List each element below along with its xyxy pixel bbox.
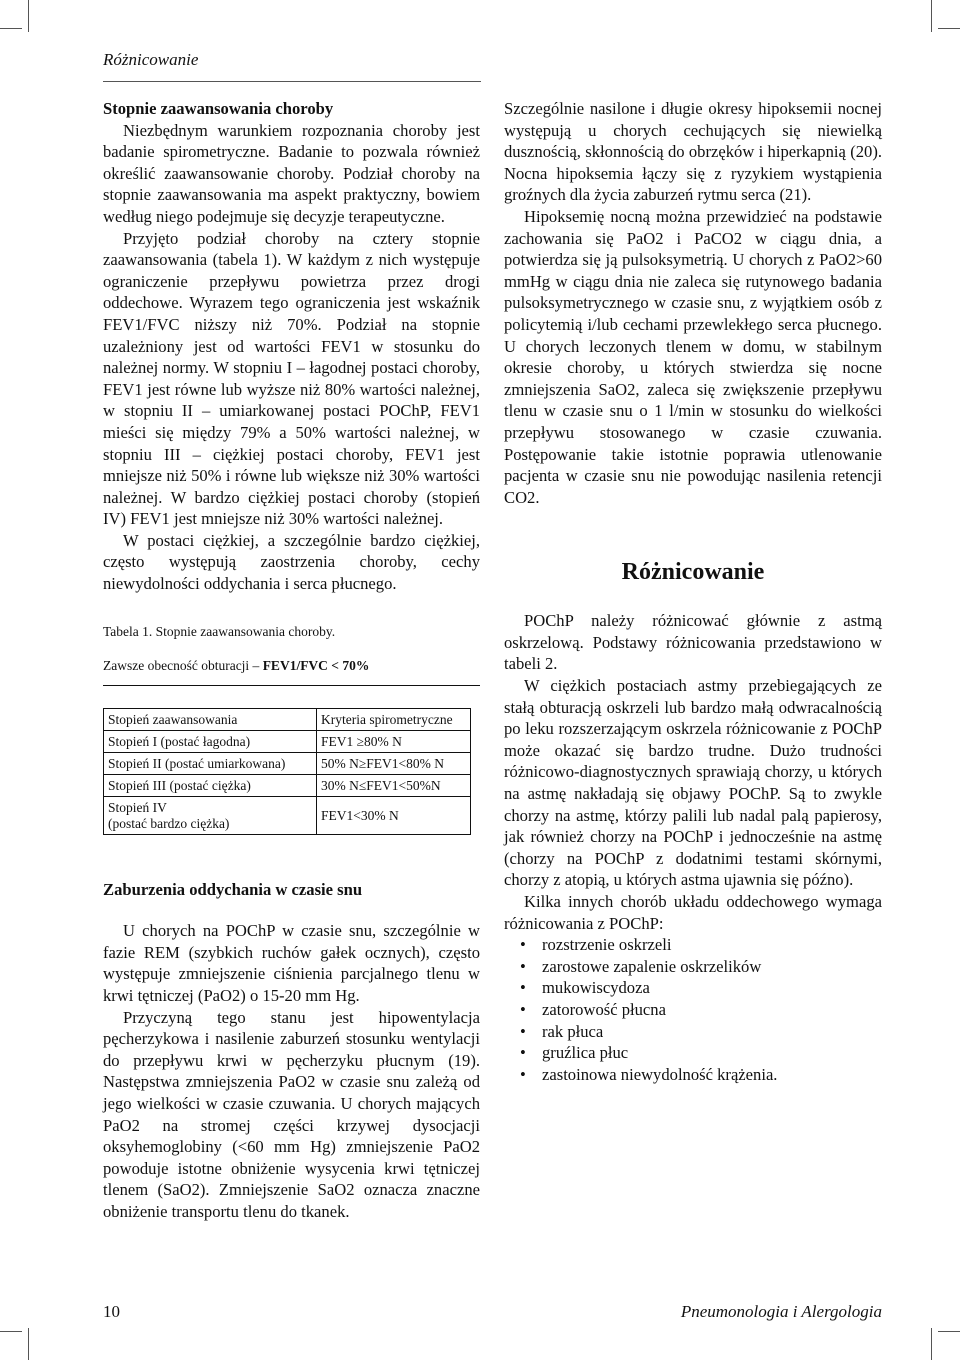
section-heading-stages: Stopnie zaawansowania choroby [103,99,334,118]
table-cell: Stopień I (postać łagodna) [104,730,317,752]
stage-label: Stopień IV [108,799,167,815]
crop-mark [938,1331,960,1332]
journal-name: Pneumonologia i Alergologia [680,1302,882,1321]
stage-label: (postać bardzo ciężka) [108,815,230,831]
table-cell: FEV1<30% N [317,796,471,834]
crop-mark [28,1328,29,1360]
table-cell: 50% N≥FEV1<80% N [317,752,471,774]
table-rule [103,685,480,686]
paragraph: Szczególnie nasilone i długie okresy hipoksemii nocnej występują u chorych cechujących się niewielką dusznością, skłonnością do obrzęków i hiperkapnią (20). Nocna hipoksemia łączy się z ryzykiem wystąpienia groźnych dla życia zaburzeń rytmu serca (21). [504,99,882,205]
paragraph: Przyjęto podział choroby na cztery stopnie zaawansowania (tabela 1). W każdym z nich występuje ograniczenie przepływu powietrza przez drogi oddechowe. Wyrazem tego ograniczenia jest wskaźnik FEV1/FVC niższy niż 70%. Podział na stopnie uzależniony jest od wartości FEV1 w stosunku do należnej normy. W stopniu I – łagodnej postaci choroby, FEV1 jest równe lub wyższe niż 80% wartości należnej, w stopniu II – umiarkowanej postaci POChP, FEV1 mieści się między 79% a 50% wartości należnej, w stopniu III – ciężkiej postaci choroby, FEV1 jest mniejsze niż 50% i równe lub większe niż 30% wartości należnej. W bardzo ciężkiej postaci choroby (stopień IV) FEV1 jest mniejsze niż 30% wartości należnej. [103,228,480,529]
paragraph: W ciężkich postaciach astmy przebiegających ze stałą obturacją oskrzeli lub bardzo małą odwracalnością po leku rozszerzającym oskrzela różnicowanie z POChP może okazać się bardzo trudne. Dużo trudności różnicowo-diagnostycznych sprawiają chorzy, u których na astmę nakładają się objawy POChP. Są to zwykle chorzy na astmę, którzy palili lub nadal palą papierosy, jak również chorzy na POChP i jednocześnie na astmę (chorzy na POChP z dodatnimi testami skórnymi, chorzy z atopią, u których astma ujawnia się późno). [504,676,882,890]
table-cell [104,796,317,834]
disease-list [504,934,882,1085]
stages-table [103,708,471,835]
table-cell: FEV1 ≥80% N [317,730,471,752]
page-number: 10 [103,1302,120,1321]
table-header-prefix: Zawsze obecność obturacji – [103,657,263,673]
list-item: • zarostowe zapalenie oskrzelików [542,956,882,978]
paragraph: Kilka innych chorób układu oddechowego wymaga różnicowania z POChP: [504,892,882,933]
section-heading-sleep: Zaburzenia oddychania w czasie snu [103,879,363,899]
list-item: • rozstrzenie oskrzeli [542,934,882,956]
table-row [104,730,471,752]
table-cell: Kryteria spirometryczne [317,708,471,730]
crop-mark [0,1331,22,1332]
list-item: • zatorowość płucna [542,999,882,1021]
table-header-criterion: FEV1/FVC < 70% [262,657,370,673]
table-cell: 30% N≤FEV1<50%N [317,774,471,796]
left-column [103,98,480,1223]
crop-mark [931,0,932,32]
list-item: • mukowiscydoza [542,977,882,999]
paragraph: Niezbędnym warunkiem rozpoznania choroby jest badanie spirometryczne. Badanie to pozwala również określić zaawansowanie choroby. Podział choroby na stopnie zaawansowania ma aspekt praktyczny, bowiem według niego podejmuje się decyzje terapeutyczne. [103,120,480,226]
table-row [104,708,471,730]
crop-mark [938,28,960,29]
table-header-note [103,657,480,675]
paragraph: W postaci ciężkiej, a szczególnie bardzo ciężkiej, często występują zaostrzenia choroby, cechy niewydolności oddychania i serca płucnego. [103,530,480,594]
section-heading-differentiation: Różnicowanie [621,559,765,586]
paragraph: U chorych na POChP w czasie snu, szczególnie w fazie REM (szybkich ruchów gałek ocznych), często występuje zmniejszenie ciśnienia parcjalnego tlenu w krwi tętniczej (PaO2) o 15-20 mm Hg. [103,921,480,1006]
table-cell: Stopień III (postać ciężka) [104,774,317,796]
crop-mark [28,0,29,32]
table-caption: Tabela 1. Stopnie zaawansowania choroby. [103,623,336,639]
table-cell: Stopień II (postać umiarkowana) [104,752,317,774]
right-column [504,98,882,1085]
table-row [104,752,471,774]
table-row [104,774,471,796]
crop-mark [0,28,22,29]
crop-mark [931,1328,932,1360]
paragraph: Przyczyną tego stanu jest hipowentylacja pęcherzykowa i nasilenie zaburzeń stosunku wentylacji do przepływu krwi w pęcherzyku płucnym (19). Następstwa zmniejszenia PaO2 w czasie snu zależą od jego wielkości w czasie czuwania. U chorych mających PaO2 na stromej części krzywej dysocjacji oksyhemoglobiny (<60 mm Hg) zmniejszenie PaO2 powoduje istotne obniżenie wysycenia krwi tętniczej tlenem (SaO2). Zmniejszenie SaO2 oznacza znaczne obniżenie transportu tlenu do tkanek. [103,1007,480,1221]
list-item: • zastoinowa niewydolność krążenia. [542,1064,882,1086]
table-cell: Stopień zaawansowania [104,708,317,730]
table-row [104,796,471,834]
list-item: • gruźlica płuc [542,1042,882,1064]
paragraph: Hipoksemię nocną można przewidzieć na podstawie zachowania się PaO2 i PaCO2 w ciągu dnia, a potwierdza się ją pulsoksymetrią. U chorych z PaO2>60 mmHg w ciągu dnia nie zaleca się rutynowego badania pulsoksymetrycznego w czasie snu, z wyjątkiem osób z policytemią i/lub cechami przewlekłego serca płucnego. U chorych leczonych tlenem w domu, w stabilnym okresie choroby, u których stwierdza się nocne zmniejszenia SaO2, zaleca się zwiększenie przepływu tlenu w czasie snu o 1 l/min w stosunku do wielkości przepływu stosowanego w czasie czuwania. Postępowanie takie istotnie poprawia utlenowanie pacjenta w czasie snu nie powodując nasilenia retencji CO2. [504,206,882,507]
header-rule [103,81,481,82]
list-item: • rak płuca [542,1021,882,1043]
paragraph: POChP należy różnicować głównie z astmą oskrzelową. Podstawy różnicowania przedstawiono w tabeli 2. [504,611,882,674]
running-head: Różnicowanie [103,50,199,69]
